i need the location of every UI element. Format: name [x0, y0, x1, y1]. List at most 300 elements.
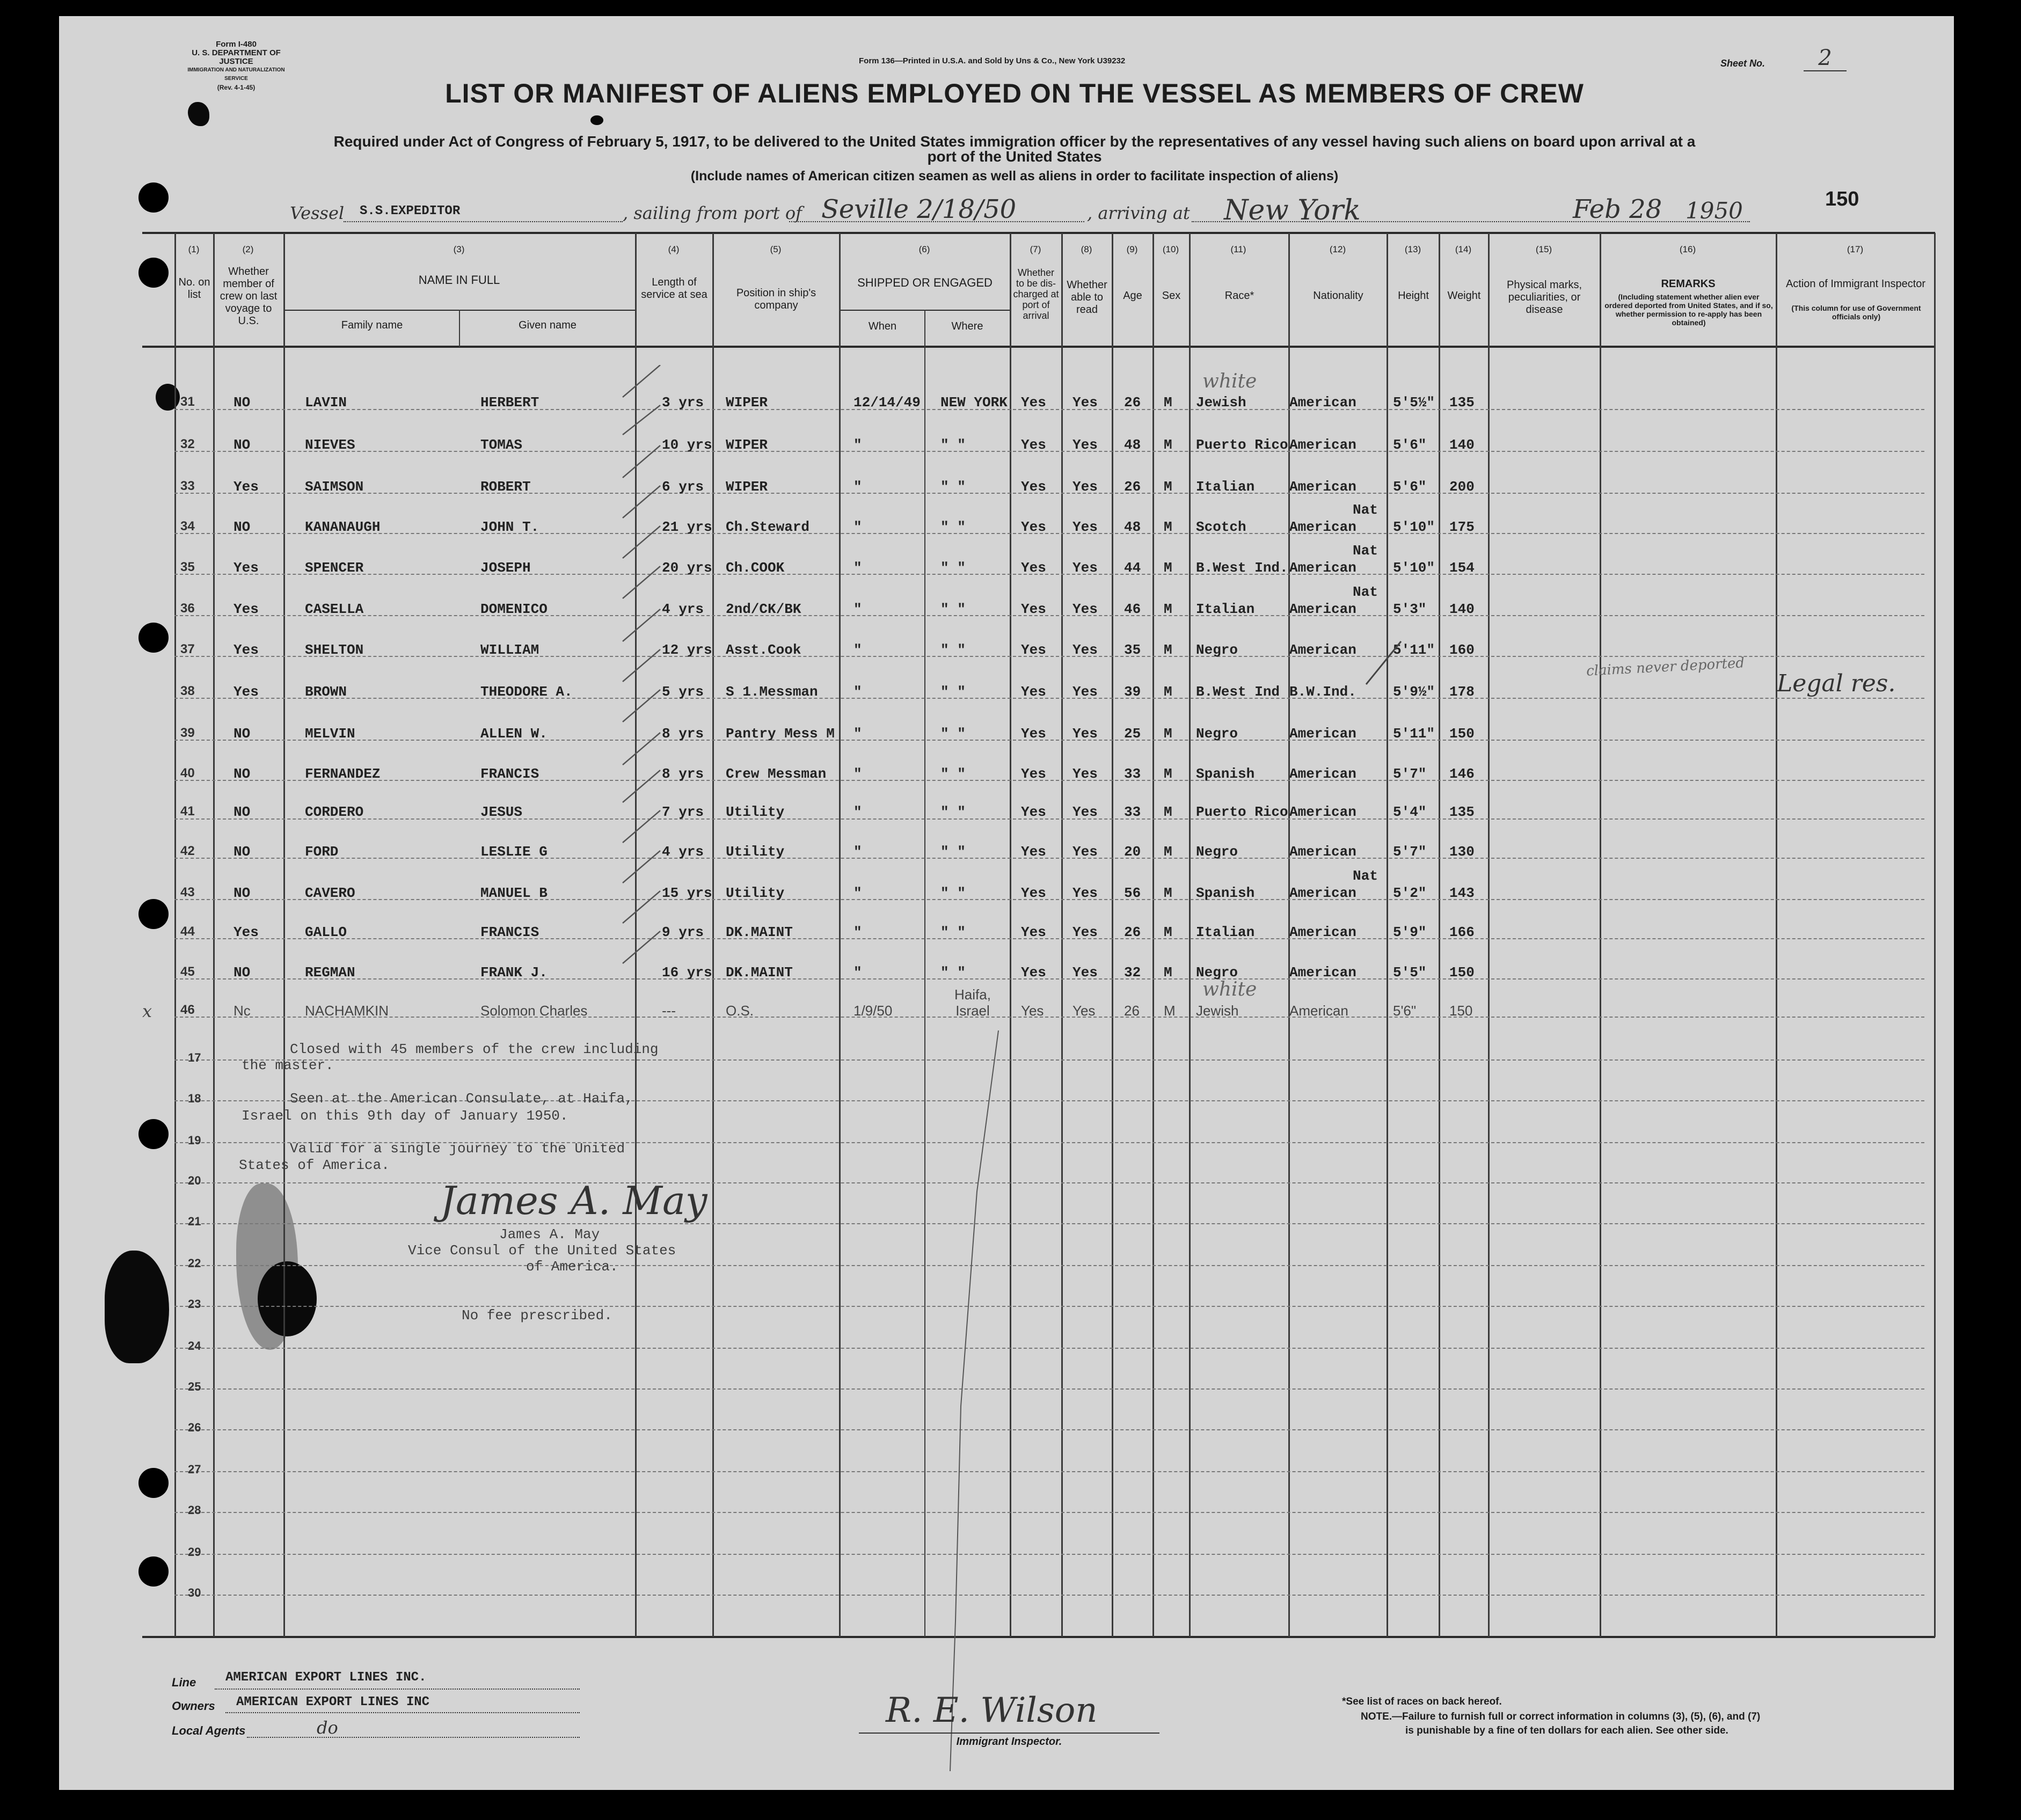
race-handwritten-note: white	[1202, 978, 1257, 1000]
crew-given-cell: FRANCIS	[480, 924, 539, 940]
agents-label: Local Agents	[172, 1724, 246, 1737]
crew-nationality-cell: American	[1289, 726, 1356, 742]
crew-where-cell: " "	[940, 560, 966, 576]
crew-given-cell: HERBERT	[480, 394, 539, 411]
crew-service-cell: 21 yrs	[662, 519, 712, 535]
crew-discharge-cell: Yes	[1021, 885, 1046, 901]
crew-height-cell: 5'4"	[1393, 804, 1427, 820]
row-line	[174, 493, 1924, 494]
crew-age-cell: 26	[1124, 394, 1141, 411]
crew-service-cell: 6 yrs	[662, 479, 704, 495]
header-no-on-list: No. on list	[178, 276, 210, 301]
crew-member-cell: Nc	[234, 1003, 251, 1019]
crew-family-cell: NACHAMKIN	[305, 1003, 389, 1019]
crew-weight-cell: 150	[1449, 1003, 1473, 1019]
crew-age-cell: 25	[1124, 726, 1141, 742]
crew-given-cell: TOMAS	[480, 437, 523, 453]
crew-read-cell: Yes	[1072, 684, 1098, 700]
crew-position-cell: 2nd/CK/BK	[726, 601, 801, 617]
handwritten-checkmarks	[617, 365, 671, 988]
col-divider	[1387, 233, 1388, 1637]
subtitle-note: (Include names of American citizen seamen as well as aliens in order to facilitate inspection of aliens)	[690, 169, 1339, 184]
crew-discharge-cell: Yes	[1021, 394, 1046, 411]
crew-read-cell: Yes	[1072, 804, 1098, 820]
ink-blot	[156, 384, 180, 411]
arrival-date: Feb 28	[1573, 194, 1662, 224]
crew-sex-cell: M	[1164, 519, 1172, 535]
crew-age-cell: 26	[1124, 924, 1141, 940]
crew-weight-cell: 130	[1449, 844, 1475, 860]
empty-row-number: 20	[188, 1174, 201, 1187]
header-where: Where	[951, 320, 983, 332]
col-divider	[459, 310, 460, 347]
header-length-of-service: Length of service at sea	[641, 276, 707, 301]
naturalized-note: Nat	[1353, 868, 1378, 884]
crew-read-cell: Yes	[1072, 437, 1098, 453]
owners-underline	[225, 1712, 580, 1713]
col-divider	[1061, 233, 1063, 1637]
crew-family-cell: SAIMSON	[305, 479, 364, 495]
crew-age-cell: 26	[1124, 1003, 1140, 1019]
vessel-label: Vessel	[290, 203, 345, 223]
row-line	[174, 698, 1924, 699]
crew-weight-cell: 200	[1449, 479, 1475, 495]
crew-age-cell: 46	[1124, 601, 1141, 617]
crew-race-cell: Jewish	[1196, 1003, 1239, 1019]
races-note: *See list of races on back hereof.	[1342, 1696, 1502, 1707]
ink-blot	[590, 115, 603, 125]
crew-discharge-cell: Yes	[1021, 684, 1046, 700]
crew-given-cell: DOMENICO	[480, 601, 548, 617]
crew-no-cell: 40	[180, 766, 195, 780]
inspector-action-annotation: Legal res.	[1777, 670, 1896, 697]
crew-weight-cell: 135	[1449, 804, 1475, 820]
penalty-note-2: is punishable by a fine of ten dollars for each alien. See other side.	[1405, 1725, 1728, 1736]
row-line	[174, 1512, 1924, 1513]
col-number: (9)	[1126, 244, 1138, 254]
crew-weight-cell: 146	[1449, 766, 1475, 782]
crew-family-cell: FERNANDEZ	[305, 766, 381, 782]
row-line	[174, 978, 1924, 980]
sheet-number: 2	[1804, 46, 1847, 71]
col-divider	[1934, 233, 1936, 1637]
consul-signature: James A. May	[440, 1178, 707, 1223]
header-age: Age	[1123, 290, 1142, 302]
punch-hole	[138, 1468, 169, 1498]
crew-service-cell: 3 yrs	[662, 394, 704, 411]
crew-discharge-cell: Yes	[1021, 726, 1046, 742]
crew-race-cell: Italian	[1196, 601, 1255, 617]
row-line	[174, 656, 1924, 657]
crew-discharge-cell: Yes	[1021, 601, 1046, 617]
crew-race-cell: Puerto Rico	[1196, 804, 1288, 820]
row-line	[174, 1306, 1924, 1307]
crew-height-cell: 5'7"	[1393, 766, 1427, 782]
agents-value: do	[317, 1717, 338, 1738]
crew-no-cell: 36	[180, 601, 195, 616]
crew-discharge-cell: Yes	[1021, 437, 1046, 453]
crew-nationality-cell: American	[1289, 394, 1356, 411]
crew-where-cell: " "	[940, 519, 966, 535]
crew-nationality-cell: American	[1289, 437, 1356, 453]
col-number: (2)	[242, 244, 254, 254]
crew-race-cell: Spanish	[1196, 885, 1255, 901]
crew-given-cell: MANUEL B	[480, 885, 548, 901]
crew-discharge-cell: Yes	[1021, 560, 1046, 576]
crew-no-cell: 41	[180, 804, 195, 818]
table-top-border	[142, 232, 1935, 234]
row-line	[174, 740, 1924, 741]
crew-weight-cell: 143	[1449, 885, 1475, 901]
consular-note-line: Seen at the American Consulate, at Haifa,	[290, 1091, 633, 1107]
crew-race-cell: Negro	[1196, 964, 1238, 981]
crew-nationality-cell: American	[1289, 1003, 1348, 1019]
table-bottom-border	[142, 1636, 1935, 1638]
crew-service-cell: 4 yrs	[662, 844, 704, 860]
crew-member-cell: NO	[234, 394, 251, 411]
row-line	[174, 1348, 1924, 1349]
crew-where-cell: Haifa, Israel	[954, 986, 991, 1019]
crew-read-cell: Yes	[1072, 726, 1098, 742]
crew-when-cell: "	[853, 766, 862, 782]
crew-family-cell: SPENCER	[305, 560, 364, 576]
crew-given-cell: ROBERT	[480, 479, 531, 495]
crew-no-cell: 46	[180, 1003, 195, 1017]
crew-given-cell: Solomon Charles	[480, 1003, 588, 1019]
crew-height-cell: 5'7"	[1393, 844, 1427, 860]
crew-nationality-cell: American	[1289, 766, 1356, 782]
col-divider	[1600, 233, 1601, 1637]
crew-no-cell: 38	[180, 684, 195, 698]
crew-when-cell: "	[853, 479, 862, 495]
punch-hole	[138, 623, 169, 653]
crew-race-cell: Italian	[1196, 924, 1255, 940]
crew-nationality-cell: American	[1289, 804, 1356, 820]
department-label: U. S. DEPARTMENT OF JUSTICE	[192, 48, 281, 66]
crew-service-cell: 16 yrs	[662, 964, 712, 981]
crew-height-cell: 5'6"	[1393, 437, 1427, 453]
row-line	[174, 1223, 1924, 1224]
crew-when-cell: 12/14/49	[853, 394, 921, 411]
page-title: LIST OR MANIFEST OF ALIENS EMPLOYED ON THE VESSEL AS MEMBERS OF CREW	[445, 78, 1584, 108]
crew-where-cell: " "	[940, 924, 966, 940]
inspector-signature: R. E. Wilson	[886, 1691, 1098, 1730]
punch-hole	[138, 899, 169, 929]
col-number: (8)	[1081, 244, 1092, 254]
header-action-note: (This column for use of Government officials only)	[1791, 304, 1921, 321]
crew-given-cell: WILLIAM	[480, 642, 539, 658]
crew-nationality-cell: American	[1289, 642, 1356, 658]
col-number: (10)	[1162, 244, 1179, 254]
vessel-name: S.S.EXPEDITOR	[360, 204, 461, 218]
crew-position-cell: Ch.COOK	[726, 560, 785, 576]
crew-discharge-cell: Yes	[1021, 642, 1046, 658]
crew-family-cell: CASELLA	[305, 601, 364, 617]
header-race: Race*	[1224, 290, 1254, 302]
subtitle-text: Required under Act of Congress of February 5, 1917, to be delivered to the United States immigration officer by the representatives of any vessel having such aliens on board upon arrival at a	[333, 133, 1696, 150]
crew-no-cell: 45	[180, 964, 195, 979]
header-position: Position in ship's company	[736, 287, 816, 311]
crew-when-cell: "	[853, 684, 862, 700]
crew-read-cell: Yes	[1072, 885, 1098, 901]
crew-no-cell: 35	[180, 560, 195, 574]
crew-service-cell: 20 yrs	[662, 560, 712, 576]
crew-sex-cell: M	[1164, 642, 1172, 658]
punch-hole	[138, 258, 169, 288]
header-sex: Sex	[1162, 290, 1181, 302]
consul-title: of America.	[526, 1259, 618, 1275]
crew-no-cell: 33	[180, 479, 195, 493]
crew-where-cell: " "	[940, 479, 966, 495]
inspector-label: Immigrant Inspector.	[956, 1736, 1062, 1748]
empty-row-number: 17	[188, 1051, 201, 1064]
crew-sex-cell: M	[1164, 766, 1172, 782]
col-divider	[1010, 233, 1011, 1637]
service-label: IMMIGRATION AND NATURALIZATION SERVICE	[187, 67, 285, 82]
penalty-note: NOTE.—Failure to furnish full or correct information in columns (3), (5), (6), and (7)	[1361, 1711, 1761, 1722]
empty-row-number: 18	[188, 1092, 201, 1105]
crew-service-cell: 15 yrs	[662, 885, 712, 901]
col-divider	[1112, 233, 1113, 1637]
col-divider	[1776, 233, 1777, 1637]
consular-note-line: Closed with 45 members of the crew including	[290, 1041, 659, 1057]
crew-weight-cell: 178	[1449, 684, 1475, 700]
crew-age-cell: 35	[1124, 642, 1141, 658]
crew-nationality-cell: American	[1289, 844, 1356, 860]
crew-where-cell: " "	[940, 844, 966, 860]
crew-family-cell: SHELTON	[305, 642, 364, 658]
col-divider	[213, 233, 215, 1637]
crew-service-cell: 5 yrs	[662, 684, 704, 700]
header-physical-marks: Physical marks, peculiarities, or disease	[1506, 279, 1582, 316]
crew-where-cell: " "	[940, 766, 966, 782]
crew-sex-cell: M	[1164, 885, 1172, 901]
crew-given-cell: THEODORE A.	[480, 684, 573, 700]
subtitle-text-2: port of the United States	[927, 148, 1102, 165]
crew-sex-cell: M	[1164, 479, 1172, 495]
crew-weight-cell: 140	[1449, 437, 1475, 453]
consular-note-line: Valid for a single journey to the United	[290, 1141, 625, 1157]
crew-read-cell: Yes	[1072, 601, 1098, 617]
crew-weight-cell: 140	[1449, 601, 1475, 617]
crew-when-cell: "	[853, 924, 862, 940]
crew-height-cell: 5'6"	[1393, 1003, 1417, 1019]
crew-height-cell: 5'2"	[1393, 885, 1427, 901]
consular-note-line: the master.	[242, 1057, 334, 1073]
crew-service-cell: 8 yrs	[662, 726, 704, 742]
crew-position-cell: S 1.Messman	[726, 684, 818, 700]
row-line	[174, 780, 1924, 781]
crew-race-cell: B.West Ind	[1196, 684, 1280, 700]
page-stamp: 150	[1825, 188, 1859, 210]
crew-no-cell: 39	[180, 726, 195, 740]
crew-family-cell: CAVERO	[305, 885, 355, 901]
form-number: Form I-480	[216, 40, 257, 49]
crew-member-cell: NO	[234, 726, 251, 742]
crew-sex-cell: M	[1164, 1003, 1176, 1019]
crew-no-cell: 31	[180, 394, 195, 409]
empty-row-number: 24	[188, 1339, 201, 1353]
crew-sex-cell: M	[1164, 394, 1172, 411]
empty-row-number: 23	[188, 1297, 201, 1311]
col-number: (5)	[770, 244, 782, 254]
crew-given-cell: JESUS	[480, 804, 523, 820]
crew-no-cell: 42	[180, 844, 195, 858]
row-line	[174, 1471, 1924, 1472]
naturalized-note: Nat	[1353, 584, 1378, 600]
crew-member-cell: NO	[234, 885, 251, 901]
header-height: Height	[1398, 290, 1429, 302]
crew-read-cell: Yes	[1072, 519, 1098, 535]
owners-label: Owners	[172, 1699, 215, 1713]
crew-given-cell: JOHN T.	[480, 519, 539, 535]
crew-service-cell: 10 yrs	[662, 437, 712, 453]
crew-service-cell: ---	[662, 1003, 676, 1019]
crew-age-cell: 33	[1124, 804, 1141, 820]
col-divider	[712, 233, 714, 1637]
crew-discharge-cell: Yes	[1021, 804, 1046, 820]
crew-family-cell: GALLO	[305, 924, 347, 940]
row-line	[174, 818, 1924, 820]
crew-discharge-cell: Yes	[1021, 766, 1046, 782]
crew-when-cell: "	[853, 560, 862, 576]
row-line	[174, 1429, 1924, 1430]
header-able-to-read: Whether able to read	[1067, 279, 1107, 316]
line-underline	[215, 1689, 580, 1690]
header-crew-member: Whether member of crew on last voyage to U.S.	[220, 266, 278, 327]
col-divider	[1439, 233, 1440, 1637]
crew-member-cell: Yes	[234, 924, 259, 940]
crew-service-cell: 4 yrs	[662, 601, 704, 617]
col-divider	[1152, 233, 1154, 1637]
crew-discharge-cell: Yes	[1021, 479, 1046, 495]
crew-sex-cell: M	[1164, 437, 1172, 453]
sailing-port: Seville 2/18/50	[821, 194, 1017, 224]
crew-position-cell: Crew Messman	[726, 766, 827, 782]
crew-member-cell: NO	[234, 804, 251, 820]
arrival-year: 1950	[1686, 198, 1743, 224]
crew-service-cell: 8 yrs	[662, 766, 704, 782]
crew-sex-cell: M	[1164, 924, 1172, 940]
crew-sex-cell: M	[1164, 964, 1172, 981]
crew-race-cell: Jewish	[1196, 394, 1246, 411]
punch-hole	[138, 1119, 169, 1149]
crew-age-cell: 20	[1124, 844, 1141, 860]
row-line	[174, 409, 1924, 410]
crew-nationality-cell: American	[1289, 560, 1356, 576]
crew-service-cell: 12 yrs	[662, 642, 712, 658]
crew-nationality-cell: B.W.Ind.	[1289, 684, 1356, 700]
crew-position-cell: Asst.Cook	[726, 642, 801, 658]
row-line	[174, 1595, 1924, 1596]
crew-height-cell: 5'11"	[1393, 726, 1435, 742]
header-bottom-border	[142, 346, 1935, 348]
header-name-in-full: NAME IN FULL	[418, 273, 500, 287]
row-line	[174, 1059, 1924, 1061]
header-remarks: REMARKS	[1661, 278, 1716, 290]
crew-weight-cell: 160	[1449, 642, 1475, 658]
crew-member-cell: NO	[234, 964, 251, 981]
correction-stroke	[1363, 636, 1406, 690]
crew-where-cell: " "	[940, 964, 966, 981]
consular-seal	[258, 1261, 317, 1336]
crew-age-cell: 33	[1124, 766, 1141, 782]
crew-where-cell: NEW YORK	[940, 394, 1008, 411]
crew-member-cell: Yes	[234, 479, 259, 495]
crew-when-cell: "	[853, 804, 862, 820]
crew-member-cell: Yes	[234, 601, 259, 617]
crew-given-cell: LESLIE G	[480, 844, 548, 860]
header-weight: Weight	[1447, 290, 1481, 302]
crew-when-cell: "	[853, 601, 862, 617]
consular-note-line: States of America.	[239, 1157, 390, 1173]
row-line	[174, 1265, 1924, 1266]
crew-height-cell: 5'9"	[1393, 924, 1427, 940]
sailing-label: , sailing from port of	[623, 203, 802, 223]
inspector-sig-line	[859, 1733, 1159, 1734]
col-number: (4)	[668, 244, 680, 254]
crew-discharge-cell: Yes	[1021, 964, 1046, 981]
crew-where-cell: " "	[940, 726, 966, 742]
col-number: (15)	[1535, 244, 1552, 254]
naturalized-note: Nat	[1353, 502, 1378, 518]
naturalized-note: Nat	[1353, 543, 1378, 559]
punch-hole	[138, 182, 169, 213]
col-divider	[1189, 233, 1191, 1637]
crew-sex-cell: M	[1164, 684, 1172, 700]
crew-weight-cell: 150	[1449, 726, 1475, 742]
crew-nationality-cell: American	[1289, 479, 1356, 495]
col-number: (3)	[453, 244, 465, 254]
crew-read-cell: Yes	[1072, 560, 1098, 576]
col-divider	[1488, 233, 1490, 1637]
crew-read-cell: Yes	[1072, 479, 1098, 495]
crew-race-cell: Negro	[1196, 726, 1238, 742]
line-label: Line	[172, 1676, 196, 1689]
crew-service-cell: 7 yrs	[662, 804, 704, 820]
crew-no-cell: 44	[180, 924, 195, 939]
crew-where-cell: " "	[940, 437, 966, 453]
crew-age-cell: 48	[1124, 519, 1141, 535]
crew-read-cell: Yes	[1072, 964, 1098, 981]
crew-discharge-cell: Yes	[1021, 844, 1046, 860]
empty-row-number: 19	[188, 1134, 201, 1147]
crew-given-cell: FRANCIS	[480, 766, 539, 782]
col-number: (14)	[1455, 244, 1472, 254]
row-line	[174, 858, 1924, 859]
crew-position-cell: Utility	[726, 844, 785, 860]
col-divider	[283, 233, 285, 1637]
col-number: (12)	[1329, 244, 1346, 254]
crew-sex-cell: M	[1164, 844, 1172, 860]
empty-row-number: 22	[188, 1256, 201, 1270]
crew-given-cell: JOSEPH	[480, 560, 531, 576]
agents-underline	[247, 1737, 580, 1738]
crew-when-cell: "	[853, 519, 862, 535]
crew-sex-cell: M	[1164, 804, 1172, 820]
crew-position-cell: Utility	[726, 885, 785, 901]
col-number: (13)	[1404, 244, 1421, 254]
crew-given-cell: ALLEN W.	[480, 726, 548, 742]
race-handwritten-note: white	[1202, 370, 1257, 392]
crew-nationality-cell: American	[1289, 924, 1356, 940]
col-number: (17)	[1847, 244, 1864, 254]
crew-height-cell: 5'10"	[1393, 519, 1435, 535]
printer-line: Form 136—Printed in U.S.A. and Sold by Uns & Co., New York U39232	[859, 56, 1126, 65]
crew-discharge-cell: Yes	[1021, 924, 1046, 940]
empty-row-number: 21	[188, 1215, 201, 1228]
crew-service-cell: 9 yrs	[662, 924, 704, 940]
